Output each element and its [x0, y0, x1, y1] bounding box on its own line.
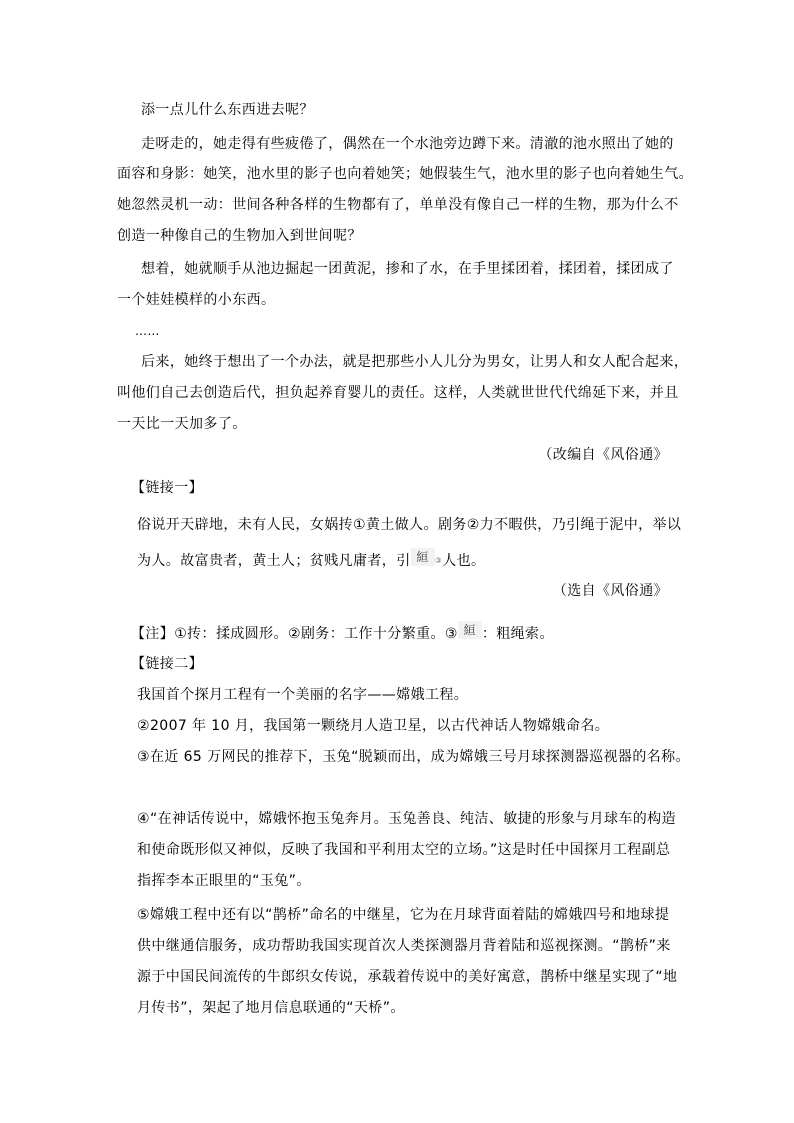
link2-line: ④“在神话传说中，嫦娥怀抱玉兔奔月。玉兔善良、纯洁、敏捷的形象与月球车的构造 — [137, 811, 677, 827]
link2-line: 供中继通信服务，成功帮助我国实现首次人类探测器月背着陆和巡视探测。“鹊桥”来 — [137, 938, 671, 954]
note-text: 【注】①抟：揉成圆形。②剧务：工作十分繁重。③ — [131, 626, 458, 642]
story-line: 走呀走的，她走得有些疲倦了，偶然在一个水池旁边蹲下来。清澈的池水照出了她的 — [141, 136, 674, 152]
story-line: 一个娃娃模样的小东西。 — [117, 292, 276, 308]
link1-heading: 【链接一】 — [131, 480, 203, 496]
link2-line: 源于中国民间流传的牛郎织女传说，承载着传说中的美好寓意，鹊桥中继星实现了“地 — [137, 969, 678, 985]
link1-line — [137, 552, 485, 572]
link1-note — [131, 625, 554, 645]
story-line: 面容和身影：她笑，池水里的影子也向着她笑；她假装生气，池水里的影子也向着她生气。 — [117, 166, 693, 182]
link2-line: 我国首个探月工程有一个美丽的名字——嫦娥工程。 — [137, 687, 469, 703]
link1-source: （选自《风俗通》 — [552, 583, 668, 599]
story-line: 叫他们自己去创造后代，担负起养育婴儿的责任。这样，人类就世世代代绵延下来，并且 — [117, 385, 679, 401]
link1-line: 俗说开天辟地，未有人民，女娲抟①黄土做人。剧务②力不暇供，乃引绳于泥中，举以 — [137, 517, 682, 533]
story-line: 她忽然灵机一动：世间各种各样的生物都有了，单单没有像自己一样的生物，那为什么不 — [117, 197, 679, 213]
link2-heading: 【链接二】 — [131, 656, 203, 672]
ellipsis: …… — [135, 324, 160, 338]
glyph-image: 絙 — [411, 548, 435, 566]
story-source: （改编自《风俗通》 — [538, 447, 668, 463]
story-line: 一天比一天加多了。 — [117, 416, 247, 432]
story-line: 创造一种像自己的生物加入到世间呢？ — [117, 228, 362, 244]
link2-line: ⑤嫦娥工程中还有以“鹊桥”命名的中继星，它为在月球背面着陆的嫦娥四号和地球提 — [137, 907, 670, 923]
story-line: 后来，她终于想出了一个办法，就是把那些小人儿分为男女，让男人和女人配合起来， — [141, 354, 689, 370]
note-text: ：粗绳索。 — [481, 626, 554, 642]
link2-line: ③在近 65 万网民的推荐下，玉兔“脱颖而出，成为嫦娥三号月球探测器巡视器的名称。 — [137, 749, 690, 765]
glyph-image: 絙 — [458, 621, 482, 639]
link2-line: 和使命既形似又神似，反映了我国和平利用太空的立场。”这是时任中国探月工程副总 — [137, 842, 671, 858]
link1-text: 为人。故富贵者，黄土人；贫贱凡庸者，引 — [137, 553, 411, 569]
link2-line: 月传书”，架起了地月信息联通的“天桥”。 — [137, 1000, 405, 1016]
story-line: 添一点儿什么东西进去呢？ — [141, 102, 314, 118]
link1-text: 人也。 — [442, 553, 486, 569]
note-marker: ③ — [434, 556, 443, 565]
link2-line: ②2007 年 10 月，我国第一颗绕月人造卫星，以古代神话人物嫦娥命名。 — [137, 718, 610, 734]
story-line: 想着，她就顺手从池边掘起一团黄泥，掺和了水，在手里揉团着，揉团着，揉团成了 — [141, 261, 674, 277]
link2-line: 指挥李本正眼里的“玉兔”。 — [137, 873, 311, 889]
